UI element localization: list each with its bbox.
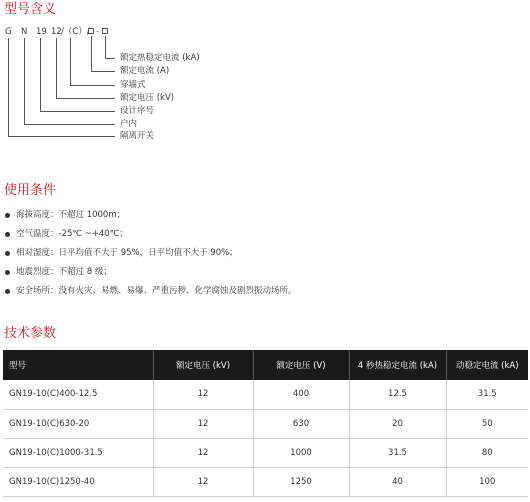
leader-line [24, 38, 25, 124]
leader-line [70, 85, 115, 86]
leader-line [91, 36, 92, 71]
conditions-list [4, 206, 297, 301]
cell-rated-voltage-v: 1000 [253, 438, 349, 467]
cell-rated-voltage-kv: 12 [153, 409, 253, 438]
cell-model: GN19-10(C)1000-31.5 [3, 438, 153, 467]
meaning-rated-current: 额定电流 (A) [120, 66, 170, 76]
cell-dynamic-current: 100 [446, 467, 528, 496]
code-char-n: N [21, 27, 28, 37]
params-table [3, 350, 528, 497]
leader-line [91, 71, 115, 72]
condition-item-site: 安全场所：没有火灾、易燃、易爆、严重污秽、化学腐蚀及剧烈振动场所。 [4, 282, 297, 301]
leader-line [40, 111, 115, 112]
leader-line [105, 58, 115, 59]
leader-line [8, 38, 9, 136]
header-thermal-current: 4 秒热稳定电流 (kA) [349, 350, 446, 380]
meaning-thermal-current: 额定热稳定电流 (kA) [120, 53, 200, 63]
meaning-disconnector: 隔离开关 [120, 131, 155, 141]
table-row [3, 438, 528, 467]
cell-rated-voltage-v: 400 [253, 380, 349, 409]
cell-model: GN19-10(C)400-12.5 [3, 380, 153, 409]
leader-line [40, 38, 41, 111]
code-wall-type: /（C）/ [61, 27, 90, 37]
meaning-wall-type: 穿墙式 [120, 80, 146, 90]
params-title: 技术参数 [4, 326, 57, 341]
model-code-diagram [0, 24, 530, 144]
meaning-rated-voltage: 额定电压 (kV) [120, 93, 175, 103]
leader-line [56, 98, 115, 99]
leader-line [56, 38, 57, 98]
cell-model: GN19-10(C)1250-40 [3, 467, 153, 496]
code-design-number: 19 [36, 27, 47, 37]
code-char-g: G [5, 27, 12, 37]
cell-model: GN19-10(C)630-20 [3, 409, 153, 438]
cell-thermal-current: 20 [349, 409, 446, 438]
conditions-title: 使用条件 [4, 183, 57, 198]
code-rated-voltage: 12 [51, 27, 62, 37]
cell-rated-voltage-kv: 12 [153, 380, 253, 409]
cell-dynamic-current: 31.5 [446, 380, 528, 409]
table-row [3, 467, 528, 496]
leader-line [105, 36, 106, 58]
header-model: 型号 [9, 361, 27, 371]
cell-rated-voltage-v: 630 [253, 409, 349, 438]
header-rated-voltage-v: 额定电压 (V) [253, 350, 349, 380]
code-dash: - [96, 27, 100, 37]
model-meaning-title: 型号含义 [4, 2, 57, 17]
header-rated-voltage-kv: 额定电压 (kV) [153, 350, 253, 380]
leader-line [70, 38, 71, 85]
bullet-icon [5, 213, 10, 218]
cell-dynamic-current: 50 [446, 409, 528, 438]
bullet-icon [5, 251, 10, 256]
meaning-design-number: 设计序号 [120, 106, 155, 116]
header-dynamic-current: 动稳定电流 (kA) [446, 350, 528, 380]
bullet-icon [5, 232, 10, 237]
cell-rated-voltage-kv: 12 [153, 467, 253, 496]
code-thermal-current-box [102, 28, 108, 34]
cell-dynamic-current: 80 [446, 438, 528, 467]
cell-rated-voltage-v: 1250 [253, 467, 349, 496]
bullet-icon [5, 270, 10, 275]
condition-item-altitude: 海拔高度：不超过 1000m； [4, 206, 297, 225]
leader-line [8, 136, 115, 137]
bullet-icon [5, 289, 10, 294]
code-current-box [88, 28, 94, 34]
table-row [3, 409, 528, 438]
leader-line [24, 124, 115, 125]
condition-item-humidity: 相对湿度：日平均值不大于 95%，日平均值不大于 90%； [4, 244, 297, 263]
table-row [3, 380, 528, 409]
meaning-indoor: 户内 [120, 119, 138, 129]
cell-rated-voltage-kv: 12 [153, 438, 253, 467]
cell-thermal-current: 31.5 [349, 438, 446, 467]
cell-thermal-current: 12.5 [349, 380, 446, 409]
condition-item-temperature: 空气温度：-25℃ ~+40℃； [4, 225, 297, 244]
cell-thermal-current: 40 [349, 467, 446, 496]
table-header-row [3, 350, 528, 380]
condition-item-seismic: 地震烈度：不超过 8 级； [4, 263, 297, 282]
